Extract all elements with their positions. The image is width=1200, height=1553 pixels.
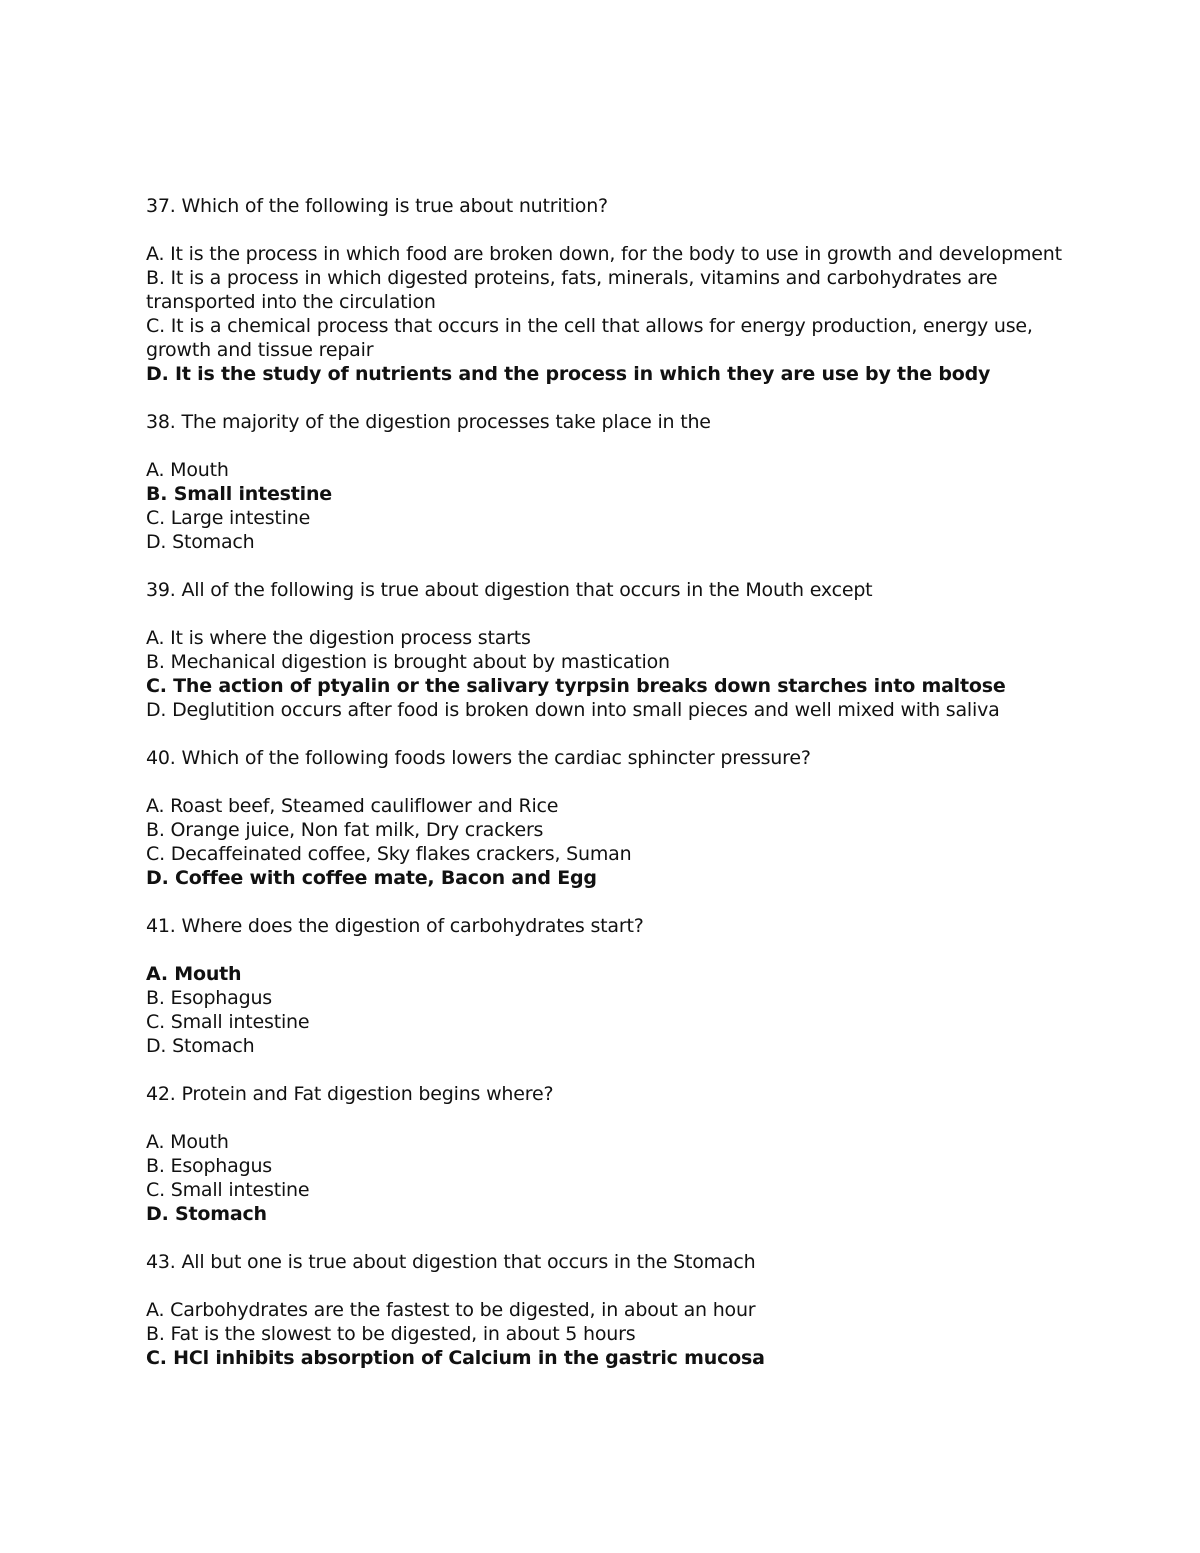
- question-text: 38. The majority of the digestion processes take place in the: [146, 411, 711, 433]
- answer-option: B. Fat is the slowest to be digested, in about 5 hours: [146, 1323, 636, 1345]
- question-text: 42. Protein and Fat digestion begins where?: [146, 1083, 554, 1105]
- question-text: 37. Which of the following is true about nutrition?: [146, 195, 608, 217]
- answer-option: D. Stomach: [146, 531, 255, 553]
- question-text: 39. All of the following is true about digestion that occurs in the Mouth except: [146, 579, 873, 601]
- answer-option: B. Esophagus: [146, 1155, 272, 1177]
- question-41: [146, 914, 1066, 1058]
- question-text: 40. Which of the following foods lowers the cardiac sphincter pressure?: [146, 747, 811, 769]
- answer-option: C. It is a chemical process that occurs in the cell that allows for energy production, energy use, growth and tissue repair: [146, 315, 1033, 361]
- answer-option: B. Mechanical digestion is brought about by mastication: [146, 651, 670, 673]
- answer-option: C. Small intestine: [146, 1011, 310, 1033]
- question-text: 41. Where does the digestion of carbohydrates start?: [146, 915, 644, 937]
- answer-option: A. It is where the digestion process starts: [146, 627, 531, 649]
- question-42: [146, 1082, 1066, 1226]
- question-43: [146, 1250, 1066, 1370]
- question-text: 43. All but one is true about digestion that occurs in the Stomach: [146, 1251, 756, 1273]
- correct-answer-option: B. Small intestine: [146, 483, 332, 505]
- answer-option: D. Stomach: [146, 1035, 255, 1057]
- question-38: [146, 410, 1066, 554]
- answer-option: C. Decaffeinated coffee, Sky flakes crackers, Suman: [146, 843, 632, 865]
- correct-answer-option: C. The action of ptyalin or the salivary tyrpsin breaks down starches into maltose: [146, 675, 1006, 697]
- answer-option: A. Mouth: [146, 459, 229, 481]
- correct-answer-option: C. HCl inhibits absorption of Calcium in the gastric mucosa: [146, 1347, 765, 1369]
- answer-option: B. Orange juice, Non fat milk, Dry crackers: [146, 819, 544, 841]
- answer-option: A. Mouth: [146, 1131, 229, 1153]
- correct-answer-option: D. Stomach: [146, 1203, 267, 1225]
- question-40: [146, 746, 1066, 890]
- question-39: [146, 578, 1066, 722]
- answer-option: B. It is a process in which digested proteins, fats, minerals, vitamins and carbohydrates are transported into the circulation: [146, 267, 998, 313]
- answer-option: A. It is the process in which food are broken down, for the body to use in growth and development: [146, 243, 1062, 265]
- answer-option: C. Large intestine: [146, 507, 311, 529]
- answer-option: A. Roast beef, Steamed cauliflower and Rice: [146, 795, 559, 817]
- document-page: [146, 194, 1066, 1394]
- question-37: [146, 194, 1066, 386]
- correct-answer-option: D. Coffee with coffee mate, Bacon and Egg: [146, 867, 597, 889]
- correct-answer-option: D. It is the study of nutrients and the process in which they are use by the body: [146, 363, 991, 385]
- answer-option: B. Esophagus: [146, 987, 272, 1009]
- answer-option: D. Deglutition occurs after food is broken down into small pieces and well mixed with saliva: [146, 699, 1000, 721]
- correct-answer-option: A. Mouth: [146, 963, 242, 985]
- answer-option: C. Small intestine: [146, 1179, 310, 1201]
- answer-option: A. Carbohydrates are the fastest to be digested, in about an hour: [146, 1299, 756, 1321]
